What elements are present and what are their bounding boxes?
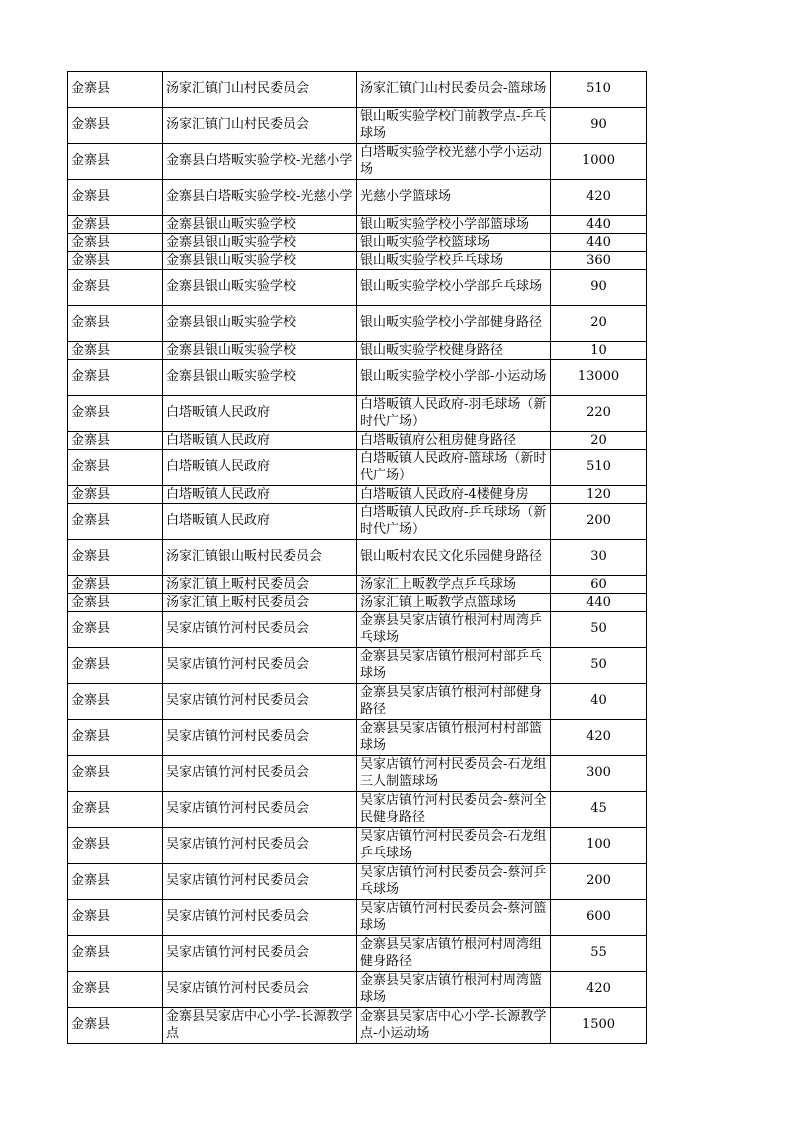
unit-cell: 白塔畈镇人民政府 [163,450,357,486]
unit-cell: 吴家店镇竹河村民委员会 [163,612,357,648]
area-cell: 200 [551,864,647,900]
venue-cell: 白塔畈镇人民政府-乒乓球场（新时代广场） [357,504,551,540]
county-cell: 金寨县 [68,972,163,1008]
venue-cell: 金寨县吴家店镇竹根河村周湾组健身路径 [357,936,551,972]
county-cell: 金寨县 [68,792,163,828]
area-cell: 1000 [551,144,647,180]
table-row [68,216,647,234]
unit-cell: 汤家汇镇门山村民委员会 [163,108,357,144]
table-row [68,540,647,576]
venue-cell: 光慈小学篮球场 [357,180,551,216]
area-cell: 440 [551,234,647,252]
county-cell: 金寨县 [68,1008,163,1044]
unit-cell: 汤家汇镇门山村民委员会 [163,72,357,108]
county-cell: 金寨县 [68,108,163,144]
unit-cell: 汤家汇镇银山畈村民委员会 [163,540,357,576]
venue-cell: 白塔畈镇人民政府-4楼健身房 [357,486,551,504]
venue-cell: 金寨县吴家店镇竹根河村部健身路径 [357,684,551,720]
county-cell: 金寨县 [68,684,163,720]
county-cell: 金寨县 [68,576,163,594]
venue-cell: 白塔畈实验学校光慈小学小运动场 [357,144,551,180]
unit-cell: 汤家汇镇上畈村民委员会 [163,576,357,594]
table-row [68,576,647,594]
venue-cell: 吴家店镇竹河村民委员会-蔡河乒乓球场 [357,864,551,900]
table-row [68,1008,647,1044]
county-cell: 金寨县 [68,756,163,792]
unit-cell: 金寨县银山畈实验学校 [163,270,357,306]
unit-cell: 金寨县银山畈实验学校 [163,306,357,342]
venue-cell: 银山畈实验学校小学部乒乓球场 [357,270,551,306]
table-row [68,972,647,1008]
county-cell: 金寨县 [68,864,163,900]
area-cell: 440 [551,594,647,612]
county-cell: 金寨县 [68,234,163,252]
area-cell: 360 [551,252,647,270]
unit-cell: 金寨县银山畈实验学校 [163,234,357,252]
unit-cell: 吴家店镇竹河村民委员会 [163,684,357,720]
venue-cell: 银山畈实验学校门前教学点-乒乓球场 [357,108,551,144]
unit-cell: 白塔畈镇人民政府 [163,486,357,504]
venue-cell: 汤家汇上畈教学点乒乓球场 [357,576,551,594]
table-row [68,180,647,216]
area-cell: 420 [551,180,647,216]
area-cell: 30 [551,540,647,576]
unit-cell: 吴家店镇竹河村民委员会 [163,972,357,1008]
venue-cell: 金寨县吴家店镇竹根河村周湾乒乓球场 [357,612,551,648]
venue-cell: 白塔畈镇人民政府-羽毛球场（新时代广场） [357,396,551,432]
venue-cell: 汤家汇镇门山村民委员会-篮球场 [357,72,551,108]
table-row [68,306,647,342]
unit-cell: 吴家店镇竹河村民委员会 [163,720,357,756]
table-row [68,396,647,432]
venue-cell: 吴家店镇竹河村民委员会-石龙组三人制篮球场 [357,756,551,792]
unit-cell: 吴家店镇竹河村民委员会 [163,936,357,972]
unit-cell: 金寨县白塔畈实验学校-光慈小学 [163,144,357,180]
county-cell: 金寨县 [68,432,163,450]
venue-cell: 银山畈实验学校乒乓球场 [357,252,551,270]
county-cell: 金寨县 [68,900,163,936]
table-row [68,684,647,720]
venue-cell: 银山畈实验学校篮球场 [357,234,551,252]
area-cell: 100 [551,828,647,864]
facility-table-body [68,72,647,1044]
table-row [68,432,647,450]
venue-cell: 金寨县吴家店镇竹根河村村部篮球场 [357,720,551,756]
table-row [68,792,647,828]
county-cell: 金寨县 [68,828,163,864]
unit-cell: 金寨县银山畈实验学校 [163,342,357,360]
county-cell: 金寨县 [68,342,163,360]
unit-cell: 吴家店镇竹河村民委员会 [163,792,357,828]
area-cell: 90 [551,108,647,144]
table-row [68,612,647,648]
county-cell: 金寨县 [68,396,163,432]
county-cell: 金寨县 [68,270,163,306]
area-cell: 510 [551,450,647,486]
unit-cell: 金寨县银山畈实验学校 [163,216,357,234]
area-cell: 200 [551,504,647,540]
unit-cell: 吴家店镇竹河村民委员会 [163,828,357,864]
area-cell: 420 [551,720,647,756]
area-cell: 55 [551,936,647,972]
county-cell: 金寨县 [68,504,163,540]
venue-cell: 吴家店镇竹河村民委员会-蔡河全民健身路径 [357,792,551,828]
table-row [68,342,647,360]
county-cell: 金寨县 [68,216,163,234]
area-cell: 20 [551,306,647,342]
unit-cell: 金寨县银山畈实验学校 [163,360,357,396]
table-row [68,504,647,540]
unit-cell: 白塔畈镇人民政府 [163,396,357,432]
table-row [68,900,647,936]
venue-cell: 金寨县吴家店镇竹根河村周湾篮球场 [357,972,551,1008]
unit-cell: 金寨县白塔畈实验学校-光慈小学 [163,180,357,216]
county-cell: 金寨县 [68,180,163,216]
venue-cell: 银山畈实验学校小学部-小运动场 [357,360,551,396]
area-cell: 1500 [551,1008,647,1044]
area-cell: 13000 [551,360,647,396]
table-row [68,72,647,108]
county-cell: 金寨县 [68,144,163,180]
table-row [68,270,647,306]
area-cell: 10 [551,342,647,360]
county-cell: 金寨县 [68,450,163,486]
table-row [68,648,647,684]
area-cell: 50 [551,648,647,684]
unit-cell: 金寨县吴家店中心小学-长源教学点 [163,1008,357,1044]
area-cell: 50 [551,612,647,648]
unit-cell: 吴家店镇竹河村民委员会 [163,864,357,900]
unit-cell: 吴家店镇竹河村民委员会 [163,648,357,684]
county-cell: 金寨县 [68,936,163,972]
county-cell: 金寨县 [68,252,163,270]
county-cell: 金寨县 [68,486,163,504]
table-row [68,144,647,180]
area-cell: 120 [551,486,647,504]
area-cell: 20 [551,432,647,450]
table-row [68,450,647,486]
venue-cell: 吴家店镇竹河村民委员会-石龙组乒乓球场 [357,828,551,864]
table-row [68,756,647,792]
facility-table [67,71,647,1044]
unit-cell: 白塔畈镇人民政府 [163,504,357,540]
area-cell: 90 [551,270,647,306]
county-cell: 金寨县 [68,306,163,342]
area-cell: 510 [551,72,647,108]
area-cell: 40 [551,684,647,720]
venue-cell: 白塔畈镇人民政府-篮球场（新时代广场） [357,450,551,486]
county-cell: 金寨县 [68,648,163,684]
table-row [68,486,647,504]
table-row [68,234,647,252]
table-row [68,864,647,900]
venue-cell: 白塔畈镇府公租房健身路径 [357,432,551,450]
unit-cell: 汤家汇镇上畈村民委员会 [163,594,357,612]
table-row [68,936,647,972]
area-cell: 45 [551,792,647,828]
area-cell: 220 [551,396,647,432]
area-cell: 600 [551,900,647,936]
table-row [68,594,647,612]
venue-cell: 金寨县吴家店中心小学-长源教学点-小运动场 [357,1008,551,1044]
area-cell: 60 [551,576,647,594]
table-row [68,720,647,756]
county-cell: 金寨县 [68,360,163,396]
venue-cell: 银山畈实验学校小学部篮球场 [357,216,551,234]
table-row [68,108,647,144]
area-cell: 440 [551,216,647,234]
venue-cell: 吴家店镇竹河村民委员会-蔡河篮球场 [357,900,551,936]
area-cell: 300 [551,756,647,792]
unit-cell: 金寨县银山畈实验学校 [163,252,357,270]
venue-cell: 银山畈实验学校健身路径 [357,342,551,360]
unit-cell: 白塔畈镇人民政府 [163,432,357,450]
venue-cell: 金寨县吴家店镇竹根河村部乒乓球场 [357,648,551,684]
table-row [68,360,647,396]
venue-cell: 银山畈村农民文化乐园健身路径 [357,540,551,576]
area-cell: 420 [551,972,647,1008]
unit-cell: 吴家店镇竹河村民委员会 [163,900,357,936]
county-cell: 金寨县 [68,72,163,108]
venue-cell: 汤家汇镇上畈教学点篮球场 [357,594,551,612]
county-cell: 金寨县 [68,594,163,612]
table-row [68,828,647,864]
county-cell: 金寨县 [68,720,163,756]
table-row [68,252,647,270]
unit-cell: 吴家店镇竹河村民委员会 [163,756,357,792]
venue-cell: 银山畈实验学校小学部健身路径 [357,306,551,342]
county-cell: 金寨县 [68,540,163,576]
county-cell: 金寨县 [68,612,163,648]
